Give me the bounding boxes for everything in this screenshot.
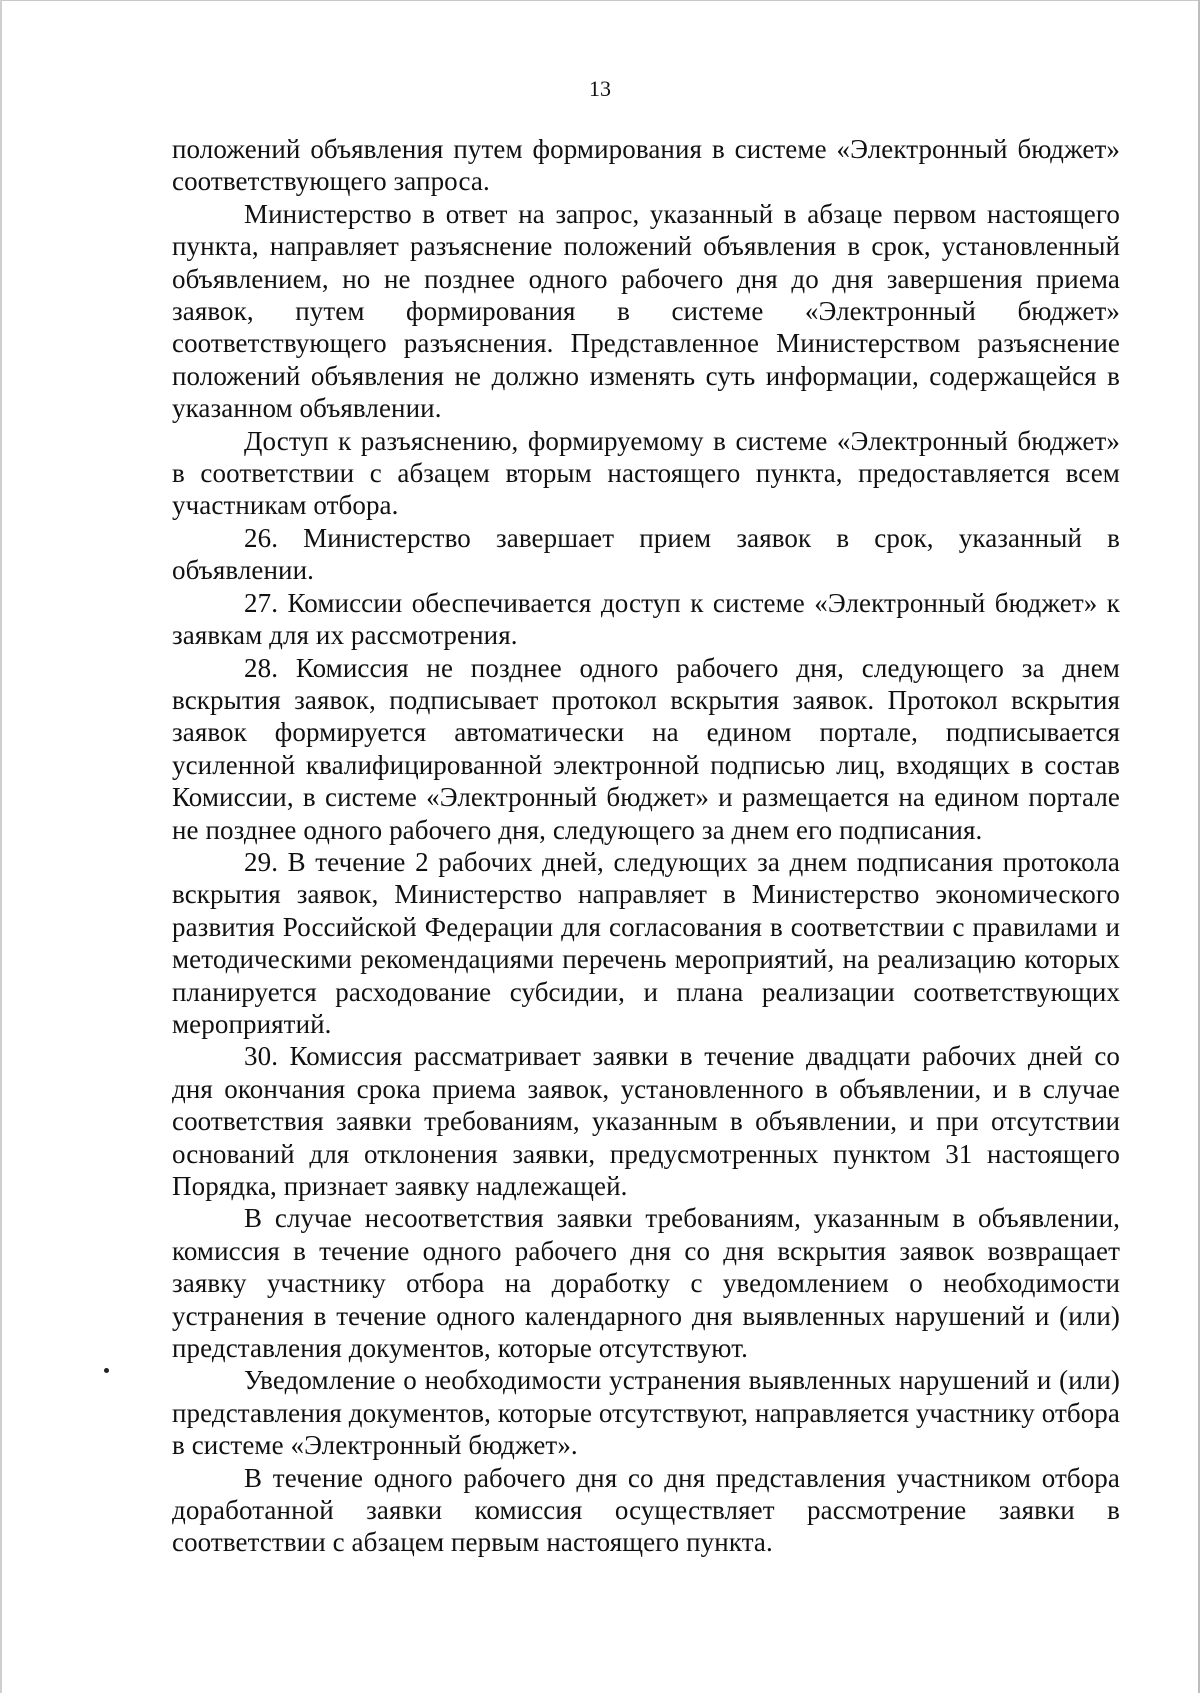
paragraph-item-29: 29. В течение 2 рабочих дней, следующих за днем подписания протокола вскрытия заявок, Министерство направляет в Министерство экономического развития Российской Федерации для согласования в соответствии с правилами и методическими рекомендациями перечень мероприятий, на реализацию которых планируется расходование субсидии, и плана реализации соответствующих мероприятий. (172, 846, 1120, 1039)
paragraph: Доступ к разъяснению, формируемому в системе «Электронный бюджет» в соответствии с абзацем вторым настоящего пункта, предоставляется всем участникам отбора. (172, 425, 1120, 521)
page-number: 13 (589, 76, 611, 101)
scan-top-edge (0, 0, 1200, 1)
paragraph: Министерство в ответ на запрос, указанный в абзаце первом настоящего пункта, направляет разъяснение положений объявления в срок, установленный объявлением, но не позднее одного рабочего дня до дня завершения приема заявок, путем формирования в системе «Электронный бюджет» соответствующего разъяснения. Представленное Министерством разъяснение положений объявления не должно изменять суть информации, содержащейся в указанном объявлении. (172, 198, 1120, 424)
paragraph-item-28: 28. Комиссия не позднее одного рабочего дня, следующего за днем вскрытия заявок, подписывает протокол вскрытия заявок. Протокол вскрытия заявок формируется автоматически на едином портале, подписывается усиленной квалифицированной электронной подписью лиц, входящих в состав Комиссии, в системе «Электронный бюджет» и размещается на едином портале не позднее одного рабочего дня, следующего за днем его подписания. (172, 652, 1120, 845)
paragraph: Уведомление о необходимости устранения выявленных нарушений и (или) представления документов, которые отсутствуют, направляется участнику отбора в системе «Электронный бюджет». (172, 1365, 1120, 1461)
paragraph: В течение одного рабочего дня со дня представления участником отбора доработанной заявки комиссия осуществляет рассмотрение заявки в соответствии с абзацем первым настоящего пункта. (172, 1462, 1120, 1558)
paragraph-item-30: 30. Комиссия рассматривает заявки в течение двадцати рабочих дней со дня окончания срока приема заявок, установленного в объявлении, и в случае соответствия заявки требованиям, указанным в объявлении, и при отсутствии оснований для отклонения заявки, предусмотренных пунктом 31 настоящего Порядка, признает заявку надлежащей. (172, 1041, 1120, 1201)
paragraph: В случае несоответствия заявки требованиям, указанным в объявлении, комиссия в течение одного рабочего дня со дня вскрытия заявок возвращает заявку участнику отбора на доработку с уведомлением о необходимости устранения в течение одного календарного дня выявленных нарушений и (или) представления документов, которые отсутствуют. (172, 1203, 1120, 1364)
paragraph-item-26: 26. Министерство завершает прием заявок в срок, указанный в объявлении. (172, 522, 1120, 586)
paragraph-continuation: положений объявления путем формирования в системе «Электронный бюджет» соответствующего запроса. (172, 134, 1120, 197)
paragraph-item-27: 27. Комиссии обеспечивается доступ к системе «Электронный бюджет» к заявкам для их рассмотрения. (172, 587, 1120, 651)
scan-left-edge (0, 0, 2, 1693)
document-body (172, 133, 1120, 1559)
scan-speck (104, 1368, 109, 1373)
